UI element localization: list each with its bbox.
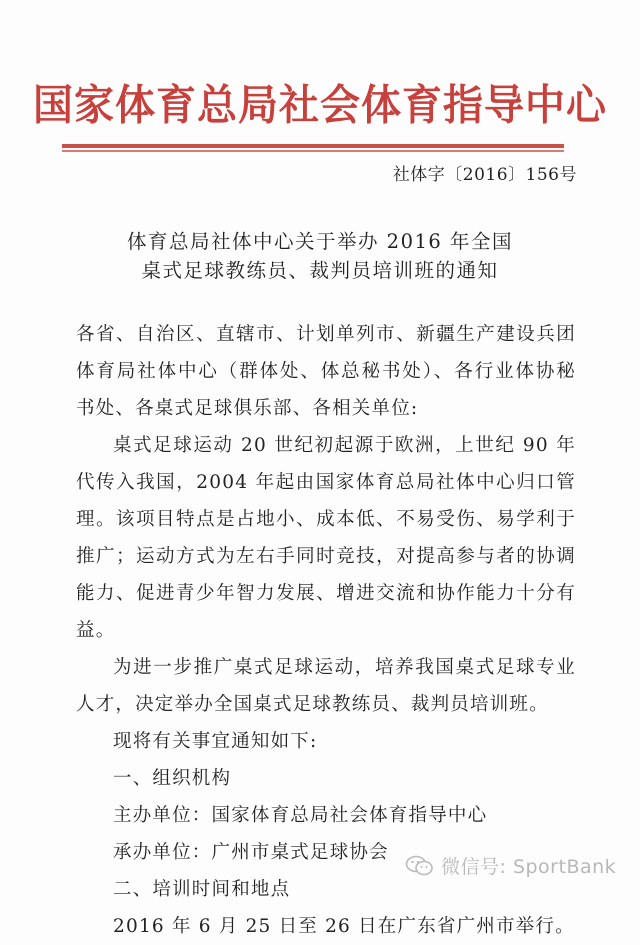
training-time-place: 2016 年 6 月 25 日至 26 日在广东省广州市举行。	[113, 916, 575, 937]
paragraph-notice-lead: 现将有关事宜通知如下:	[113, 731, 318, 752]
document-title-line-2: 桌式足球教练员、裁判员培训班的通知	[141, 259, 499, 282]
section-heading-organization: 一、组织机构	[113, 768, 232, 789]
watermark-text: 微信号: SportBank	[441, 856, 617, 878]
wechat-icon	[405, 854, 435, 878]
paragraph-purpose: 为进一步推广桌式足球运动，培养我国桌式足球专业人才，决定举办全国桌式足球教练员、裁判员培训班。	[76, 657, 576, 715]
document-number: 社体字〔2016〕156号	[392, 165, 577, 185]
org-letterhead: 国家体育总局社会体育指导中心	[33, 80, 607, 131]
document-body	[76, 316, 576, 945]
document-title-line-1: 体育总局社体中心关于举办 2016 年全国	[126, 230, 514, 253]
paragraph-introduction: 桌式足球运动 20 世纪初起源于欧洲，上世纪 90 年代传入我国，2004 年起由国家体育总局社体中心归口管理。该项目特点是占地小、成本低、不易受伤、易学利于推广；运动方式为左右手同时竞技，对提高参与者的协调能力、促进青少年智力发展、增进交流和协作能力十分有益。	[76, 435, 576, 641]
letterhead-divider-thick	[62, 144, 564, 148]
section-heading-time-place: 二、培训时间和地点	[113, 879, 291, 900]
host-unit: 主办单位：国家体育总局社会体育指导中心	[113, 805, 488, 826]
addressees: 各省、自治区、直辖市、计划单列市、新疆生产建设兵团体育局社体中心（群体处、体总秘书处）、各行业体协秘书处、各桌式足球俱乐部、各相关单位:	[76, 324, 576, 419]
letterhead-divider-thin	[62, 150, 564, 152]
wechat-watermark	[405, 852, 616, 879]
organizer-unit: 承办单位：广州市桌式足球协会	[113, 842, 389, 863]
